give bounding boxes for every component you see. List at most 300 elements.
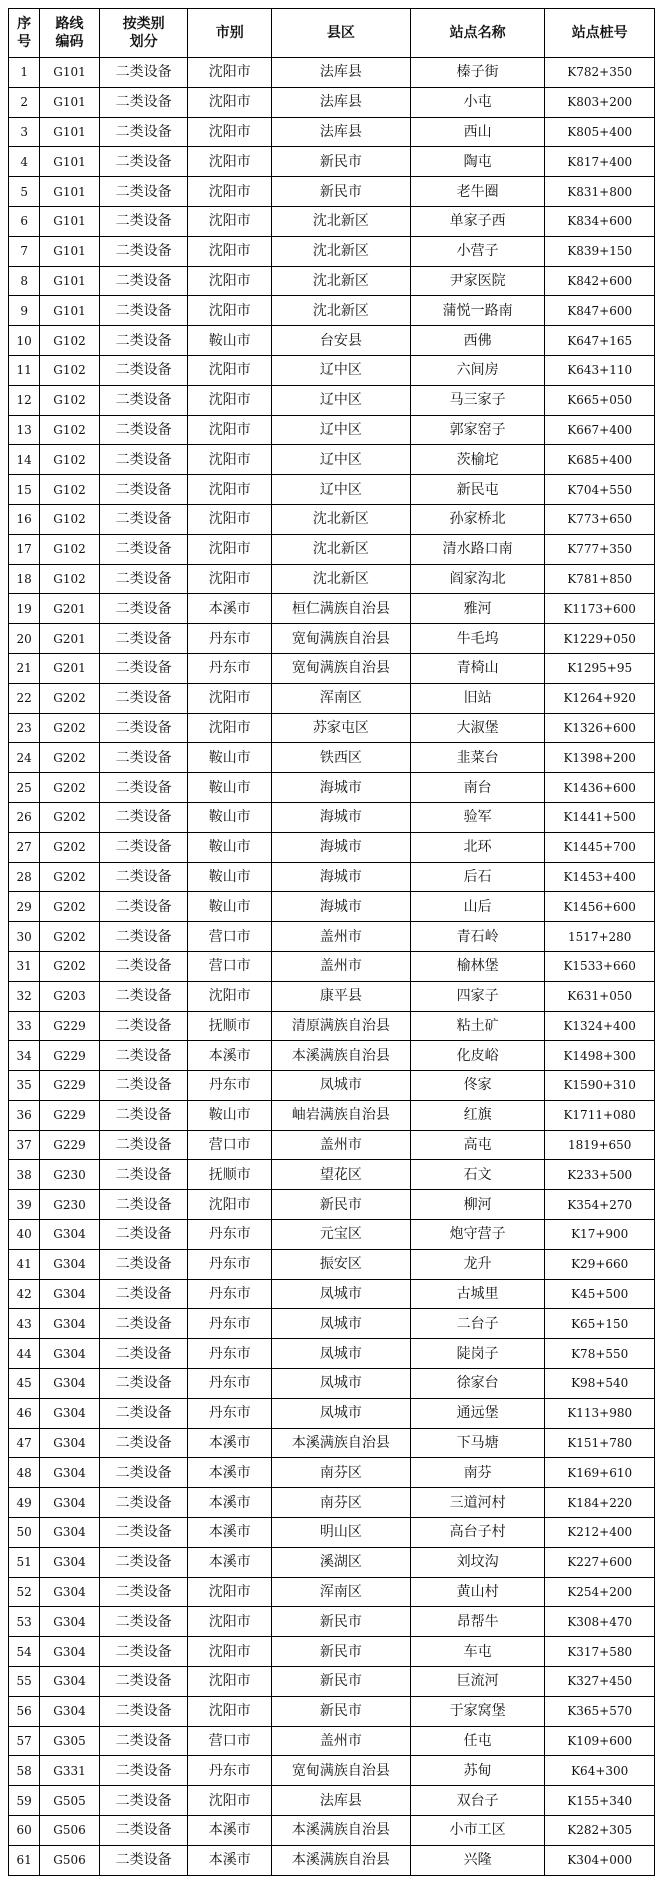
table-row bbox=[9, 1309, 655, 1339]
station-pile-cell: K773+650 bbox=[545, 504, 655, 534]
row-number-cell: 46 bbox=[9, 1398, 40, 1428]
district-cell: 宽甸满族自治县 bbox=[271, 1756, 410, 1786]
route-code-cell: G331 bbox=[40, 1756, 99, 1786]
district-cell: 法库县 bbox=[271, 1786, 410, 1816]
category-cell: 二类设备 bbox=[99, 385, 188, 415]
route-code-cell: G304 bbox=[40, 1249, 99, 1279]
row-number-cell: 40 bbox=[9, 1220, 40, 1250]
station-pile-cell: K1441+500 bbox=[545, 802, 655, 832]
row-number-cell: 5 bbox=[9, 177, 40, 207]
category-cell: 二类设备 bbox=[99, 117, 188, 147]
station-name-cell: 榛子街 bbox=[410, 58, 545, 88]
row-number-cell: 16 bbox=[9, 504, 40, 534]
row-number-cell: 57 bbox=[9, 1726, 40, 1756]
district-cell: 海城市 bbox=[271, 892, 410, 922]
district-cell: 沈北新区 bbox=[271, 236, 410, 266]
category-cell: 二类设备 bbox=[99, 1220, 188, 1250]
city-cell: 丹东市 bbox=[188, 1249, 271, 1279]
city-cell: 沈阳市 bbox=[188, 266, 271, 296]
row-number-cell: 38 bbox=[9, 1160, 40, 1190]
station-pile-cell: 1819+650 bbox=[545, 1130, 655, 1160]
station-pile-cell: K1456+600 bbox=[545, 892, 655, 922]
table-row bbox=[9, 1577, 655, 1607]
city-cell: 营口市 bbox=[188, 922, 271, 952]
row-number-cell: 50 bbox=[9, 1518, 40, 1548]
category-cell: 二类设备 bbox=[99, 296, 188, 326]
station-name-cell: 二台子 bbox=[410, 1309, 545, 1339]
route-code-cell: G304 bbox=[40, 1339, 99, 1369]
route-code-cell: G304 bbox=[40, 1309, 99, 1339]
table-row bbox=[9, 713, 655, 743]
route-code-cell: G102 bbox=[40, 326, 99, 356]
category-cell: 二类设备 bbox=[99, 1547, 188, 1577]
table-row bbox=[9, 1011, 655, 1041]
station-name-cell: 青石岭 bbox=[410, 922, 545, 952]
row-number-cell: 47 bbox=[9, 1428, 40, 1458]
station-pile-cell: K847+600 bbox=[545, 296, 655, 326]
district-cell: 海城市 bbox=[271, 862, 410, 892]
category-cell: 二类设备 bbox=[99, 355, 188, 385]
city-cell: 丹东市 bbox=[188, 1309, 271, 1339]
table-row bbox=[9, 504, 655, 534]
row-number-cell: 27 bbox=[9, 832, 40, 862]
city-cell: 本溪市 bbox=[188, 1518, 271, 1548]
table-row bbox=[9, 1845, 655, 1875]
route-code-cell: G101 bbox=[40, 147, 99, 177]
table-row bbox=[9, 117, 655, 147]
table-row bbox=[9, 296, 655, 326]
district-cell: 凤城市 bbox=[271, 1398, 410, 1428]
row-number-cell: 37 bbox=[9, 1130, 40, 1160]
station-pile-cell: K65+150 bbox=[545, 1309, 655, 1339]
table-row bbox=[9, 1071, 655, 1101]
table-row bbox=[9, 266, 655, 296]
row-number-cell: 28 bbox=[9, 862, 40, 892]
district-cell: 沈北新区 bbox=[271, 564, 410, 594]
row-number-cell: 51 bbox=[9, 1547, 40, 1577]
station-name-cell: 郭家窑子 bbox=[410, 415, 545, 445]
city-cell: 沈阳市 bbox=[188, 236, 271, 266]
district-cell: 沈北新区 bbox=[271, 534, 410, 564]
table-row bbox=[9, 1100, 655, 1130]
route-code-cell: G305 bbox=[40, 1726, 99, 1756]
district-cell: 南芬区 bbox=[271, 1488, 410, 1518]
district-cell: 宽甸满族自治县 bbox=[271, 624, 410, 654]
station-pile-cell: 1517+280 bbox=[545, 922, 655, 952]
station-pile-cell: K78+550 bbox=[545, 1339, 655, 1369]
category-cell: 二类设备 bbox=[99, 802, 188, 832]
station-pile-cell: K817+400 bbox=[545, 147, 655, 177]
table-row bbox=[9, 981, 655, 1011]
row-number-cell: 3 bbox=[9, 117, 40, 147]
city-cell: 抚顺市 bbox=[188, 1011, 271, 1041]
city-cell: 沈阳市 bbox=[188, 206, 271, 236]
row-number-cell: 9 bbox=[9, 296, 40, 326]
city-cell: 沈阳市 bbox=[188, 713, 271, 743]
city-cell: 沈阳市 bbox=[188, 1637, 271, 1667]
table-row bbox=[9, 1339, 655, 1369]
city-cell: 沈阳市 bbox=[188, 1696, 271, 1726]
city-cell: 营口市 bbox=[188, 951, 271, 981]
category-cell: 二类设备 bbox=[99, 266, 188, 296]
station-name-cell: 黄山村 bbox=[410, 1577, 545, 1607]
station-name-cell: 任屯 bbox=[410, 1726, 545, 1756]
table-row bbox=[9, 594, 655, 624]
station-name-cell: 单家子西 bbox=[410, 206, 545, 236]
city-cell: 沈阳市 bbox=[188, 147, 271, 177]
city-cell: 鞍山市 bbox=[188, 802, 271, 832]
station-name-cell: 后石 bbox=[410, 862, 545, 892]
station-name-cell: 老牛圈 bbox=[410, 177, 545, 207]
table-row bbox=[9, 922, 655, 952]
route-code-cell: G304 bbox=[40, 1667, 99, 1697]
district-cell: 新民市 bbox=[271, 177, 410, 207]
row-number-cell: 4 bbox=[9, 147, 40, 177]
header-cell: 序 号 bbox=[9, 9, 40, 58]
row-number-cell: 11 bbox=[9, 355, 40, 385]
category-cell: 二类设备 bbox=[99, 1160, 188, 1190]
route-code-cell: G202 bbox=[40, 862, 99, 892]
district-cell: 海城市 bbox=[271, 832, 410, 862]
category-cell: 二类设备 bbox=[99, 326, 188, 356]
table-row bbox=[9, 1279, 655, 1309]
header-cell: 按类别 划分 bbox=[99, 9, 188, 58]
station-name-cell: 大淑堡 bbox=[410, 713, 545, 743]
row-number-cell: 21 bbox=[9, 653, 40, 683]
station-name-cell: 炮守营子 bbox=[410, 1220, 545, 1250]
station-pile-cell: K184+220 bbox=[545, 1488, 655, 1518]
header-cell: 站点桩号 bbox=[545, 9, 655, 58]
route-code-cell: G202 bbox=[40, 951, 99, 981]
table-row bbox=[9, 832, 655, 862]
city-cell: 沈阳市 bbox=[188, 355, 271, 385]
district-cell: 桓仁满族自治县 bbox=[271, 594, 410, 624]
table-row bbox=[9, 1488, 655, 1518]
station-name-cell: 兴隆 bbox=[410, 1845, 545, 1875]
table-body bbox=[9, 58, 655, 1876]
station-pile-cell: K1711+080 bbox=[545, 1100, 655, 1130]
city-cell: 丹东市 bbox=[188, 1339, 271, 1369]
category-cell: 二类设备 bbox=[99, 1309, 188, 1339]
category-cell: 二类设备 bbox=[99, 594, 188, 624]
row-number-cell: 58 bbox=[9, 1756, 40, 1786]
table-row bbox=[9, 87, 655, 117]
city-cell: 鞍山市 bbox=[188, 1100, 271, 1130]
table-row bbox=[9, 624, 655, 654]
route-code-cell: G101 bbox=[40, 117, 99, 147]
category-cell: 二类设备 bbox=[99, 922, 188, 952]
route-code-cell: G230 bbox=[40, 1160, 99, 1190]
category-cell: 二类设备 bbox=[99, 1428, 188, 1458]
city-cell: 抚顺市 bbox=[188, 1160, 271, 1190]
station-name-cell: 龙升 bbox=[410, 1249, 545, 1279]
station-pile-cell: K1324+400 bbox=[545, 1011, 655, 1041]
table-row bbox=[9, 534, 655, 564]
table-row bbox=[9, 445, 655, 475]
route-code-cell: G202 bbox=[40, 892, 99, 922]
city-cell: 沈阳市 bbox=[188, 296, 271, 326]
city-cell: 本溪市 bbox=[188, 1458, 271, 1488]
category-cell: 二类设备 bbox=[99, 1786, 188, 1816]
station-name-cell: 新民屯 bbox=[410, 475, 545, 505]
route-code-cell: G101 bbox=[40, 206, 99, 236]
district-cell: 盖州市 bbox=[271, 1726, 410, 1756]
table-row bbox=[9, 1458, 655, 1488]
city-cell: 本溪市 bbox=[188, 1488, 271, 1518]
route-code-cell: G101 bbox=[40, 177, 99, 207]
table-row bbox=[9, 1160, 655, 1190]
city-cell: 丹东市 bbox=[188, 1369, 271, 1399]
table-row bbox=[9, 475, 655, 505]
city-cell: 本溪市 bbox=[188, 1845, 271, 1875]
station-pile-cell: K282+305 bbox=[545, 1816, 655, 1846]
route-code-cell: G101 bbox=[40, 87, 99, 117]
station-name-cell: 化皮峪 bbox=[410, 1041, 545, 1071]
city-cell: 丹东市 bbox=[188, 1071, 271, 1101]
route-code-cell: G202 bbox=[40, 832, 99, 862]
category-cell: 二类设备 bbox=[99, 236, 188, 266]
city-cell: 丹东市 bbox=[188, 624, 271, 654]
route-code-cell: G229 bbox=[40, 1011, 99, 1041]
station-name-cell: 清水路口南 bbox=[410, 534, 545, 564]
district-cell: 浑南区 bbox=[271, 1577, 410, 1607]
city-cell: 沈阳市 bbox=[188, 1577, 271, 1607]
route-code-cell: G229 bbox=[40, 1071, 99, 1101]
row-number-cell: 20 bbox=[9, 624, 40, 654]
row-number-cell: 61 bbox=[9, 1845, 40, 1875]
station-pile-cell: K45+500 bbox=[545, 1279, 655, 1309]
district-cell: 明山区 bbox=[271, 1518, 410, 1548]
station-name-cell: 苏甸 bbox=[410, 1756, 545, 1786]
station-name-cell: 小营子 bbox=[410, 236, 545, 266]
district-cell: 海城市 bbox=[271, 773, 410, 803]
station-name-cell: 陶屯 bbox=[410, 147, 545, 177]
station-pile-cell: K64+300 bbox=[545, 1756, 655, 1786]
district-cell: 辽中区 bbox=[271, 415, 410, 445]
route-code-cell: G101 bbox=[40, 296, 99, 326]
city-cell: 沈阳市 bbox=[188, 534, 271, 564]
district-cell: 苏家屯区 bbox=[271, 713, 410, 743]
category-cell: 二类设备 bbox=[99, 743, 188, 773]
header-cell: 县区 bbox=[271, 9, 410, 58]
row-number-cell: 18 bbox=[9, 564, 40, 594]
station-pile-cell: K109+600 bbox=[545, 1726, 655, 1756]
category-cell: 二类设备 bbox=[99, 1458, 188, 1488]
table-row bbox=[9, 1637, 655, 1667]
row-number-cell: 24 bbox=[9, 743, 40, 773]
district-cell: 凤城市 bbox=[271, 1369, 410, 1399]
category-cell: 二类设备 bbox=[99, 564, 188, 594]
row-number-cell: 19 bbox=[9, 594, 40, 624]
row-number-cell: 36 bbox=[9, 1100, 40, 1130]
district-cell: 新民市 bbox=[271, 1696, 410, 1726]
district-cell: 康平县 bbox=[271, 981, 410, 1011]
station-pile-cell: K839+150 bbox=[545, 236, 655, 266]
row-number-cell: 56 bbox=[9, 1696, 40, 1726]
station-name-cell: 双台子 bbox=[410, 1786, 545, 1816]
category-cell: 二类设备 bbox=[99, 981, 188, 1011]
route-code-cell: G304 bbox=[40, 1547, 99, 1577]
station-name-cell: 牛毛坞 bbox=[410, 624, 545, 654]
category-cell: 二类设备 bbox=[99, 1816, 188, 1846]
district-cell: 凤城市 bbox=[271, 1071, 410, 1101]
route-code-cell: G229 bbox=[40, 1041, 99, 1071]
city-cell: 本溪市 bbox=[188, 1816, 271, 1846]
city-cell: 沈阳市 bbox=[188, 1607, 271, 1637]
table-row bbox=[9, 206, 655, 236]
station-name-cell: 南台 bbox=[410, 773, 545, 803]
station-name-cell: 韭菜台 bbox=[410, 743, 545, 773]
category-cell: 二类设备 bbox=[99, 1071, 188, 1101]
table-row bbox=[9, 1786, 655, 1816]
district-cell: 辽中区 bbox=[271, 475, 410, 505]
station-name-cell: 徐家台 bbox=[410, 1369, 545, 1399]
city-cell: 沈阳市 bbox=[188, 1190, 271, 1220]
station-name-cell: 粘土矿 bbox=[410, 1011, 545, 1041]
district-cell: 沈北新区 bbox=[271, 206, 410, 236]
station-pile-cell: K1498+300 bbox=[545, 1041, 655, 1071]
category-cell: 二类设备 bbox=[99, 1845, 188, 1875]
station-pile-cell: K212+400 bbox=[545, 1518, 655, 1548]
route-code-cell: G102 bbox=[40, 564, 99, 594]
table-row bbox=[9, 1756, 655, 1786]
table-row bbox=[9, 951, 655, 981]
row-number-cell: 7 bbox=[9, 236, 40, 266]
city-cell: 沈阳市 bbox=[188, 683, 271, 713]
category-cell: 二类设备 bbox=[99, 1130, 188, 1160]
category-cell: 二类设备 bbox=[99, 1756, 188, 1786]
station-name-cell: 西山 bbox=[410, 117, 545, 147]
city-cell: 鞍山市 bbox=[188, 892, 271, 922]
route-code-cell: G201 bbox=[40, 594, 99, 624]
station-name-cell: 山后 bbox=[410, 892, 545, 922]
row-number-cell: 34 bbox=[9, 1041, 40, 1071]
header-cell: 站点名称 bbox=[410, 9, 545, 58]
station-name-cell: 陡岗子 bbox=[410, 1339, 545, 1369]
route-code-cell: G102 bbox=[40, 445, 99, 475]
district-cell: 新民市 bbox=[271, 1667, 410, 1697]
station-name-cell: 古城里 bbox=[410, 1279, 545, 1309]
station-pile-cell: K1445+700 bbox=[545, 832, 655, 862]
district-cell: 新民市 bbox=[271, 147, 410, 177]
station-name-cell: 阎家沟北 bbox=[410, 564, 545, 594]
district-cell: 海城市 bbox=[271, 802, 410, 832]
header-row bbox=[9, 9, 655, 58]
city-cell: 营口市 bbox=[188, 1726, 271, 1756]
station-table bbox=[8, 8, 655, 1876]
station-name-cell: 蒲悦一路南 bbox=[410, 296, 545, 326]
station-pile-cell: K113+980 bbox=[545, 1398, 655, 1428]
station-pile-cell: K777+350 bbox=[545, 534, 655, 564]
route-code-cell: G102 bbox=[40, 504, 99, 534]
city-cell: 丹东市 bbox=[188, 1279, 271, 1309]
category-cell: 二类设备 bbox=[99, 1637, 188, 1667]
route-code-cell: G229 bbox=[40, 1100, 99, 1130]
station-name-cell: 南芬 bbox=[410, 1458, 545, 1488]
table-row bbox=[9, 1041, 655, 1071]
station-name-cell: 雅河 bbox=[410, 594, 545, 624]
category-cell: 二类设备 bbox=[99, 1726, 188, 1756]
category-cell: 二类设备 bbox=[99, 1339, 188, 1369]
route-code-cell: G202 bbox=[40, 802, 99, 832]
district-cell: 法库县 bbox=[271, 87, 410, 117]
table-row bbox=[9, 58, 655, 88]
route-code-cell: G102 bbox=[40, 475, 99, 505]
district-cell: 台安县 bbox=[271, 326, 410, 356]
category-cell: 二类设备 bbox=[99, 445, 188, 475]
station-name-cell: 红旗 bbox=[410, 1100, 545, 1130]
station-name-cell: 验军 bbox=[410, 802, 545, 832]
station-pile-cell: K834+600 bbox=[545, 206, 655, 236]
route-code-cell: G506 bbox=[40, 1816, 99, 1846]
station-name-cell: 三道河村 bbox=[410, 1488, 545, 1518]
route-code-cell: G304 bbox=[40, 1279, 99, 1309]
category-cell: 二类设备 bbox=[99, 58, 188, 88]
route-code-cell: G201 bbox=[40, 624, 99, 654]
city-cell: 营口市 bbox=[188, 1130, 271, 1160]
station-name-cell: 四家子 bbox=[410, 981, 545, 1011]
station-pile-cell: K1264+920 bbox=[545, 683, 655, 713]
district-cell: 铁西区 bbox=[271, 743, 410, 773]
district-cell: 新民市 bbox=[271, 1637, 410, 1667]
table-row bbox=[9, 1696, 655, 1726]
station-pile-cell: K254+200 bbox=[545, 1577, 655, 1607]
route-code-cell: G304 bbox=[40, 1577, 99, 1607]
row-number-cell: 42 bbox=[9, 1279, 40, 1309]
table-row bbox=[9, 1190, 655, 1220]
route-code-cell: G304 bbox=[40, 1220, 99, 1250]
station-name-cell: 于家窝堡 bbox=[410, 1696, 545, 1726]
table-row bbox=[9, 326, 655, 356]
station-pile-cell: K667+400 bbox=[545, 415, 655, 445]
category-cell: 二类设备 bbox=[99, 504, 188, 534]
city-cell: 沈阳市 bbox=[188, 385, 271, 415]
station-name-cell: 茨榆坨 bbox=[410, 445, 545, 475]
station-name-cell: 通远堡 bbox=[410, 1398, 545, 1428]
district-cell: 辽中区 bbox=[271, 355, 410, 385]
station-pile-cell: K1590+310 bbox=[545, 1071, 655, 1101]
city-cell: 本溪市 bbox=[188, 1547, 271, 1577]
station-name-cell: 下马塘 bbox=[410, 1428, 545, 1458]
city-cell: 沈阳市 bbox=[188, 415, 271, 445]
category-cell: 二类设备 bbox=[99, 1607, 188, 1637]
category-cell: 二类设备 bbox=[99, 1369, 188, 1399]
station-pile-cell: K308+470 bbox=[545, 1607, 655, 1637]
category-cell: 二类设备 bbox=[99, 1041, 188, 1071]
table-row bbox=[9, 1369, 655, 1399]
city-cell: 本溪市 bbox=[188, 1041, 271, 1071]
table-row bbox=[9, 773, 655, 803]
station-name-cell: 昂帮牛 bbox=[410, 1607, 545, 1637]
district-cell: 新民市 bbox=[271, 1607, 410, 1637]
city-cell: 鞍山市 bbox=[188, 832, 271, 862]
category-cell: 二类设备 bbox=[99, 1696, 188, 1726]
row-number-cell: 32 bbox=[9, 981, 40, 1011]
table-row bbox=[9, 743, 655, 773]
row-number-cell: 53 bbox=[9, 1607, 40, 1637]
row-number-cell: 54 bbox=[9, 1637, 40, 1667]
station-pile-cell: K631+050 bbox=[545, 981, 655, 1011]
route-code-cell: G304 bbox=[40, 1369, 99, 1399]
station-pile-cell: K1436+600 bbox=[545, 773, 655, 803]
route-code-cell: G102 bbox=[40, 415, 99, 445]
city-cell: 鞍山市 bbox=[188, 862, 271, 892]
row-number-cell: 48 bbox=[9, 1458, 40, 1488]
city-cell: 沈阳市 bbox=[188, 475, 271, 505]
district-cell: 辽中区 bbox=[271, 385, 410, 415]
station-pile-cell: K805+400 bbox=[545, 117, 655, 147]
station-pile-cell: K304+000 bbox=[545, 1845, 655, 1875]
